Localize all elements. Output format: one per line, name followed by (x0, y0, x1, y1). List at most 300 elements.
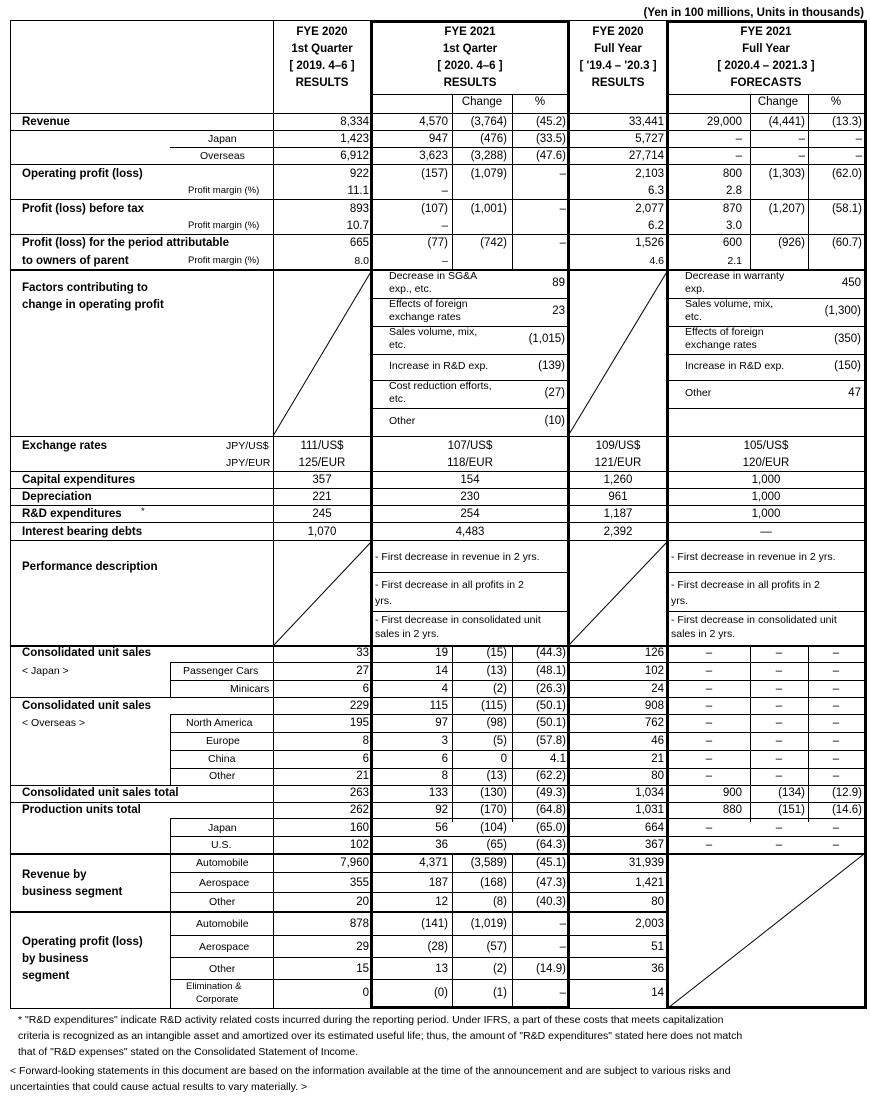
header-q1_2020: 1st Quarter (291, 43, 353, 55)
seg-rev-label: business segment (22, 886, 123, 898)
seg-op-label: segment (22, 970, 70, 982)
cell-text: 109/US$ (595, 440, 641, 452)
unit-sub: < Overseas > (22, 717, 86, 729)
dash: – (832, 717, 840, 729)
row-label-revenue: Revenue (22, 116, 70, 128)
val-fchange: (1,207) (768, 203, 805, 215)
dash: – (832, 665, 840, 677)
factor-label: Increase in R&D exp. (685, 360, 785, 372)
val-fy20: 2,103 (635, 168, 664, 180)
cell-text: 125/EUR (298, 457, 346, 469)
dash: – (775, 700, 783, 712)
factor-label: exp. (685, 283, 705, 295)
seg-op-label: Operating profit (loss) (22, 936, 143, 948)
row-label-op_margin: Profit margin (%) (188, 185, 260, 196)
cell-text: 1,070 (307, 526, 337, 538)
perf-text: sales in 2 yrs. (671, 628, 736, 640)
val-fchange: – (798, 150, 805, 162)
cell-text: (0) (433, 987, 448, 999)
unit-label: Minicars (230, 683, 270, 695)
cell-text: 3 (441, 735, 448, 747)
dash: – (775, 822, 783, 834)
val-fch: (926) (778, 237, 805, 249)
cell-text: 107/US$ (447, 440, 493, 452)
val-q21: (107) (421, 203, 448, 215)
seg-rev-label: Revenue by (22, 869, 87, 881)
dash: – (705, 683, 713, 695)
cell-text: (168) (480, 877, 507, 889)
cell-text: 0 (500, 753, 507, 765)
cell-text: (47.3) (535, 877, 566, 889)
dash: – (775, 770, 783, 782)
val-change: (3,288) (470, 150, 507, 162)
cell-text: 762 (644, 717, 664, 729)
val-q20: 665 (349, 237, 369, 249)
perf-text: - First decrease in all profits in 2 (375, 579, 524, 591)
cell-text: (2) (492, 683, 507, 695)
val-fy21: 29,000 (706, 116, 742, 128)
dash: – (705, 665, 713, 677)
cell-text: 1,000 (751, 491, 781, 503)
factor-value: (139) (538, 360, 565, 372)
cell-text: 115 (429, 700, 448, 712)
cell-text: 961 (608, 491, 628, 503)
factor-value: 450 (841, 277, 861, 289)
segment-label: Other (209, 896, 236, 908)
cell-text: – (442, 255, 448, 267)
val-pct: – (559, 168, 566, 180)
cell-text: 878 (349, 918, 369, 930)
cell-text: 1,421 (635, 877, 664, 889)
pct-header: % (830, 96, 842, 108)
row-label-ni: to owners of parent (22, 255, 129, 267)
cell-text: 118/EUR (447, 457, 493, 469)
cell-text: 29 (356, 941, 369, 953)
cell-text: — (760, 526, 772, 538)
dash: – (832, 822, 840, 834)
cell-text: 92 (435, 804, 448, 816)
segment-label: Aerospace (199, 941, 250, 953)
dash: – (832, 753, 840, 765)
header-fy_2020: [ '19.4 – '20.3 ] (579, 60, 657, 72)
cell-text: 21 (356, 770, 369, 782)
dash: – (775, 717, 783, 729)
unit-group-label: Consolidated unit sales (22, 647, 152, 659)
val-pct: – (559, 237, 566, 249)
cell-text: (57.8) (535, 735, 566, 747)
disclaimer-text: uncertainties that could cause actual results to vary materially. > (10, 1081, 308, 1093)
pct-header: % (534, 96, 546, 108)
change-header: Change (757, 96, 799, 108)
factor-label: exchange rates (389, 311, 461, 323)
cell-text: 31,939 (628, 857, 664, 869)
val-q20: 922 (349, 168, 369, 180)
unit-label: U.S. (211, 839, 232, 851)
cell-text: (12.9) (831, 787, 862, 799)
val-q21: (77) (427, 237, 448, 249)
footnote-text: * "R&D expenditures" indicate R&D activity related costs incurred during the reporting period. Under IFRS, a part of these costs that meets capitalization (18, 1014, 724, 1026)
factor-label: exp., etc. (389, 283, 432, 295)
dash: – (775, 683, 783, 695)
cell-text: (141) (421, 918, 448, 930)
cell-text: 20 (356, 896, 369, 908)
val-fy21: 800 (722, 168, 742, 180)
val-fy21: 2.8 (726, 185, 742, 197)
factor-value: (150) (834, 360, 861, 372)
dep-label: Depreciation (22, 491, 92, 503)
prod-label: Production units total (22, 804, 141, 816)
segment-label: Automobile (196, 857, 249, 869)
dash: – (832, 647, 840, 659)
cell-text: (115) (481, 700, 507, 712)
cell-text: 2,392 (603, 526, 633, 538)
footnote-star: * (141, 506, 145, 517)
capex-label: Capital expenditures (22, 474, 136, 486)
dash: – (832, 839, 840, 851)
cell-text: 8.0 (354, 255, 369, 267)
cell-text: 908 (644, 700, 664, 712)
cell-text: (50.1) (535, 717, 566, 729)
cell-text: 254 (460, 508, 480, 520)
cell-text: 229 (349, 700, 369, 712)
cell-text: (49.3) (535, 787, 566, 799)
cell-text: (13) (486, 665, 507, 677)
cell-text: 2.1 (727, 255, 742, 267)
q1-2021-highlight (370, 20, 570, 1009)
segment-label: Elimination & (186, 981, 242, 992)
fx-eur-label: JPY/EUR (226, 457, 271, 469)
header-q1_2021: RESULTS (443, 77, 497, 89)
factor-label: Cost reduction efforts, (389, 380, 492, 392)
factor-label: Sales volume, mix, (389, 326, 478, 338)
perf-text: yrs. (671, 595, 688, 607)
row-label-margin: Profit margin (%) (188, 255, 260, 266)
dash: – (775, 647, 783, 659)
factor-value: 47 (848, 387, 861, 399)
cell-text: (65) (486, 839, 507, 851)
perf-label: Performance description (22, 561, 158, 573)
cell-text: (130) (480, 787, 507, 799)
val-q20: 1,423 (340, 133, 369, 145)
cell-text: 4 (441, 683, 448, 695)
val-fy21: – (735, 133, 742, 145)
header-q1_2021: FYE 2021 (444, 26, 496, 38)
row-label-pbt: Profit (loss) before tax (22, 203, 145, 215)
cell-text: 4,483 (455, 526, 485, 538)
cell-text: 19 (435, 647, 448, 659)
cell-text: 6 (441, 753, 448, 765)
row-label-rev_overseas: Overseas (200, 150, 245, 162)
cell-text: (28) (427, 941, 448, 953)
val-fchange: (4,441) (768, 116, 805, 128)
cell-text: (8) (492, 896, 507, 908)
val-q20: 6,912 (340, 150, 369, 162)
dash: – (832, 683, 840, 695)
unit-label: Japan (208, 822, 237, 834)
cell-text: (48.1) (535, 665, 566, 677)
cell-text: 6 (362, 683, 369, 695)
val-q21: – (441, 220, 448, 232)
cell-text: (170) (480, 804, 507, 816)
cell-text: 230 (460, 491, 480, 503)
factors-label: change in operating profit (22, 299, 164, 311)
cell-text: 36 (435, 839, 448, 851)
cell-text: – (559, 918, 566, 930)
cell-text: 1,031 (635, 804, 664, 816)
cell-text: 51 (651, 941, 664, 953)
header-fy_2020: RESULTS (591, 77, 645, 89)
cell-text: (15) (486, 647, 507, 659)
dash: – (705, 735, 713, 747)
segment-label: Aerospace (199, 877, 250, 889)
cell-text: 33 (356, 647, 369, 659)
cell-text: 46 (651, 735, 664, 747)
cell-text: 355 (349, 877, 369, 889)
cell-text: (98) (486, 717, 507, 729)
cell-text: (40.3) (535, 896, 566, 908)
fy-2021-highlight (666, 20, 867, 1009)
val-fpct: – (855, 150, 862, 162)
val-pct: (47.6) (535, 150, 566, 162)
dash: – (832, 700, 840, 712)
unit-label: Passenger Cars (183, 665, 259, 677)
factor-value: 89 (552, 277, 565, 289)
unit-label: Other (209, 770, 236, 782)
cell-text: 21 (651, 753, 664, 765)
dash: – (705, 839, 713, 851)
cell-text: 1,034 (635, 787, 664, 799)
val-fy20: 27,714 (628, 150, 664, 162)
val-change: (1,001) (470, 203, 507, 215)
dash: – (705, 770, 713, 782)
fx-usd-label: JPY/US$ (226, 440, 269, 452)
cell-text: 56 (435, 822, 448, 834)
cell-text: 126 (644, 647, 664, 659)
factor-value: (1,300) (824, 305, 861, 317)
cell-text: (134) (778, 787, 805, 799)
seg-op-label: by business (22, 953, 89, 965)
cell-text: (13) (486, 770, 507, 782)
val-q21: 3,623 (419, 150, 448, 162)
cell-text: 8 (362, 735, 369, 747)
cell-text: 15 (356, 963, 369, 975)
unit-total-label: Consolidated unit sales total (22, 787, 179, 799)
cell-text: 80 (651, 770, 664, 782)
factor-value: 23 (552, 305, 565, 317)
cell-text: 7,960 (340, 857, 369, 869)
header-fy_2021: FORECASTS (730, 77, 802, 89)
cell-text: 24 (651, 683, 664, 695)
factor-label: exchange rates (685, 339, 757, 351)
val-change: (1,079) (470, 168, 507, 180)
cell-text: 4.6 (649, 255, 664, 267)
cell-text: 900 (722, 787, 742, 799)
header-fy_2021: [ 2020.4 – 2021.3 ] (717, 60, 815, 72)
factor-label: etc. (389, 393, 406, 405)
cell-text: 1,187 (603, 508, 633, 520)
unit-label: China (208, 753, 236, 765)
dash: – (705, 700, 713, 712)
val-fchange: – (798, 133, 805, 145)
header-q1_2020: [ 2019. 4–6 ] (289, 60, 355, 72)
segment-label: Other (209, 963, 236, 975)
perf-text: - First decrease in all profits in 2 (671, 579, 820, 591)
cell-text: 14 (651, 987, 664, 999)
dash: – (775, 753, 783, 765)
cell-text: 105/US$ (743, 440, 789, 452)
cell-text: 4.1 (550, 753, 566, 765)
header-q1_2020: RESULTS (295, 77, 349, 89)
cell-text: (1,019) (470, 918, 507, 930)
cell-text: 4,371 (419, 857, 448, 869)
perf-text: - First decrease in consolidated unit (375, 614, 541, 626)
dash: – (705, 717, 713, 729)
val-change: (476) (480, 133, 507, 145)
cell-text: (45.1) (535, 857, 566, 869)
change-header: Change (461, 96, 503, 108)
val-pct: (45.2) (535, 116, 566, 128)
factor-label: etc. (389, 339, 406, 351)
dash: – (705, 647, 713, 659)
val-pct: – (559, 203, 566, 215)
val-fy21: – (735, 150, 742, 162)
cell-text: (2) (492, 963, 507, 975)
val-q20: 893 (349, 203, 369, 215)
row-label-op: Operating profit (loss) (22, 168, 143, 180)
val-ch: (742) (480, 237, 507, 249)
unit-sub: < Japan > (22, 665, 69, 677)
val-fpct: – (855, 133, 862, 145)
cell-text: (14.6) (831, 804, 862, 816)
dash: – (705, 753, 713, 765)
cell-text: (44.3) (535, 647, 566, 659)
val-fy20: 2,077 (635, 203, 664, 215)
cell-text: 880 (722, 804, 742, 816)
perf-text: yrs. (375, 595, 392, 607)
cell-text: 1,000 (751, 508, 781, 520)
val-fy21: 870 (722, 203, 742, 215)
cell-text: 12 (435, 896, 448, 908)
cell-text: (26.3) (535, 683, 566, 695)
perf-text: - First decrease in consolidated unit (671, 614, 837, 626)
cell-text: (65.0) (535, 822, 566, 834)
val-q20: 11.1 (347, 185, 369, 197)
header-fy_2021: Full Year (742, 43, 790, 55)
val-q20: 10.7 (346, 220, 369, 232)
cell-text: (5) (492, 735, 507, 747)
dash: – (775, 839, 783, 851)
val-pct: (33.5) (535, 133, 566, 145)
cell-text: 195 (349, 717, 369, 729)
val-change: (3,764) (470, 116, 507, 128)
cell-text: – (559, 987, 566, 999)
dash: – (775, 665, 783, 677)
cell-text: 0 (362, 987, 369, 999)
val-q21: 947 (428, 133, 448, 145)
factor-label: etc. (685, 311, 702, 323)
val-fy20: 6.2 (648, 220, 664, 232)
cell-text: 2,003 (635, 918, 664, 930)
val-q21: (157) (421, 168, 448, 180)
factor-label: Decrease in warranty (685, 270, 785, 282)
cell-text: 187 (428, 877, 448, 889)
cell-text: 8 (441, 770, 448, 782)
row-label-rev_japan: Japan (208, 133, 237, 145)
factor-label: Effects of foreign (685, 326, 764, 338)
dash: – (775, 735, 783, 747)
cell-text: 664 (644, 822, 664, 834)
segment-label: Automobile (196, 918, 249, 930)
cell-text: 36 (651, 963, 664, 975)
val-fpct: (62.0) (831, 168, 862, 180)
cell-text: 367 (644, 839, 664, 851)
cell-text: 263 (349, 787, 369, 799)
unit-label: Europe (206, 735, 240, 747)
factor-label: Other (389, 415, 416, 427)
val-fpct: (60.7) (831, 237, 862, 249)
rnd-label: R&D expenditures (22, 508, 122, 520)
val-q21: 4,570 (419, 116, 448, 128)
disclaimer-text: < Forward-looking statements in this document are based on the information available at the time of the announcement and are subject to various risks and (10, 1065, 731, 1077)
cell-text: – (559, 941, 566, 953)
cell-text: 133 (428, 787, 448, 799)
header-fy_2020: FYE 2020 (592, 26, 644, 38)
unit-label: North America (186, 717, 253, 729)
cell-text: 160 (349, 822, 369, 834)
cell-text: 6 (362, 753, 369, 765)
cell-text: 154 (460, 474, 480, 486)
cell-text: (3,589) (470, 857, 507, 869)
perf-text: - First decrease in revenue in 2 yrs. (375, 551, 540, 563)
cell-text: 97 (435, 717, 448, 729)
header-q1_2020: FYE 2020 (296, 26, 348, 38)
unit-group-label: Consolidated unit sales (22, 700, 152, 712)
val-fpct: (58.1) (831, 203, 862, 215)
cell-text: 80 (651, 896, 664, 908)
factor-value: (350) (834, 333, 861, 345)
cell-text: (151) (778, 804, 805, 816)
cell-text: 1,000 (751, 474, 781, 486)
cell-text: 27 (356, 665, 369, 677)
row-label-pbt_margin: Profit margin (%) (188, 220, 260, 231)
cell-text: 357 (312, 474, 332, 486)
val-fy21: 3.0 (726, 220, 742, 232)
val-q20: 8,334 (340, 116, 369, 128)
dash: – (705, 822, 713, 834)
factor-label: Sales volume, mix, (685, 298, 774, 310)
cell-text: 121/EUR (594, 457, 642, 469)
cell-text: 102 (349, 839, 369, 851)
factor-label: Other (685, 387, 712, 399)
footnote-text: criteria is recognized as an intangible asset and amortized over its estimated useful life; thus, the amount of "R&D expenditures" stated here does not match (18, 1030, 743, 1042)
cell-text: 262 (349, 804, 369, 816)
cell-text: 14 (435, 665, 448, 677)
header-fy_2021: FYE 2021 (740, 26, 792, 38)
factors-label: Factors contributing to (22, 282, 148, 294)
val-fy20: 33,441 (628, 116, 664, 128)
val-fchange: (1,303) (768, 168, 805, 180)
unit-note: (Yen in 100 millions, Units in thousands) (643, 7, 864, 19)
segment-label: Corporate (196, 994, 239, 1005)
dash: – (832, 735, 840, 747)
dash: – (832, 770, 840, 782)
header-q1_2021: [ 2020. 4–6 ] (437, 60, 503, 72)
cell-text: (50.1) (535, 700, 566, 712)
cell-text: (57) (486, 941, 507, 953)
cell-text: 245 (312, 508, 332, 520)
cell-text: (14.9) (535, 963, 566, 975)
factor-label: Decrease in SG&A (389, 270, 478, 282)
